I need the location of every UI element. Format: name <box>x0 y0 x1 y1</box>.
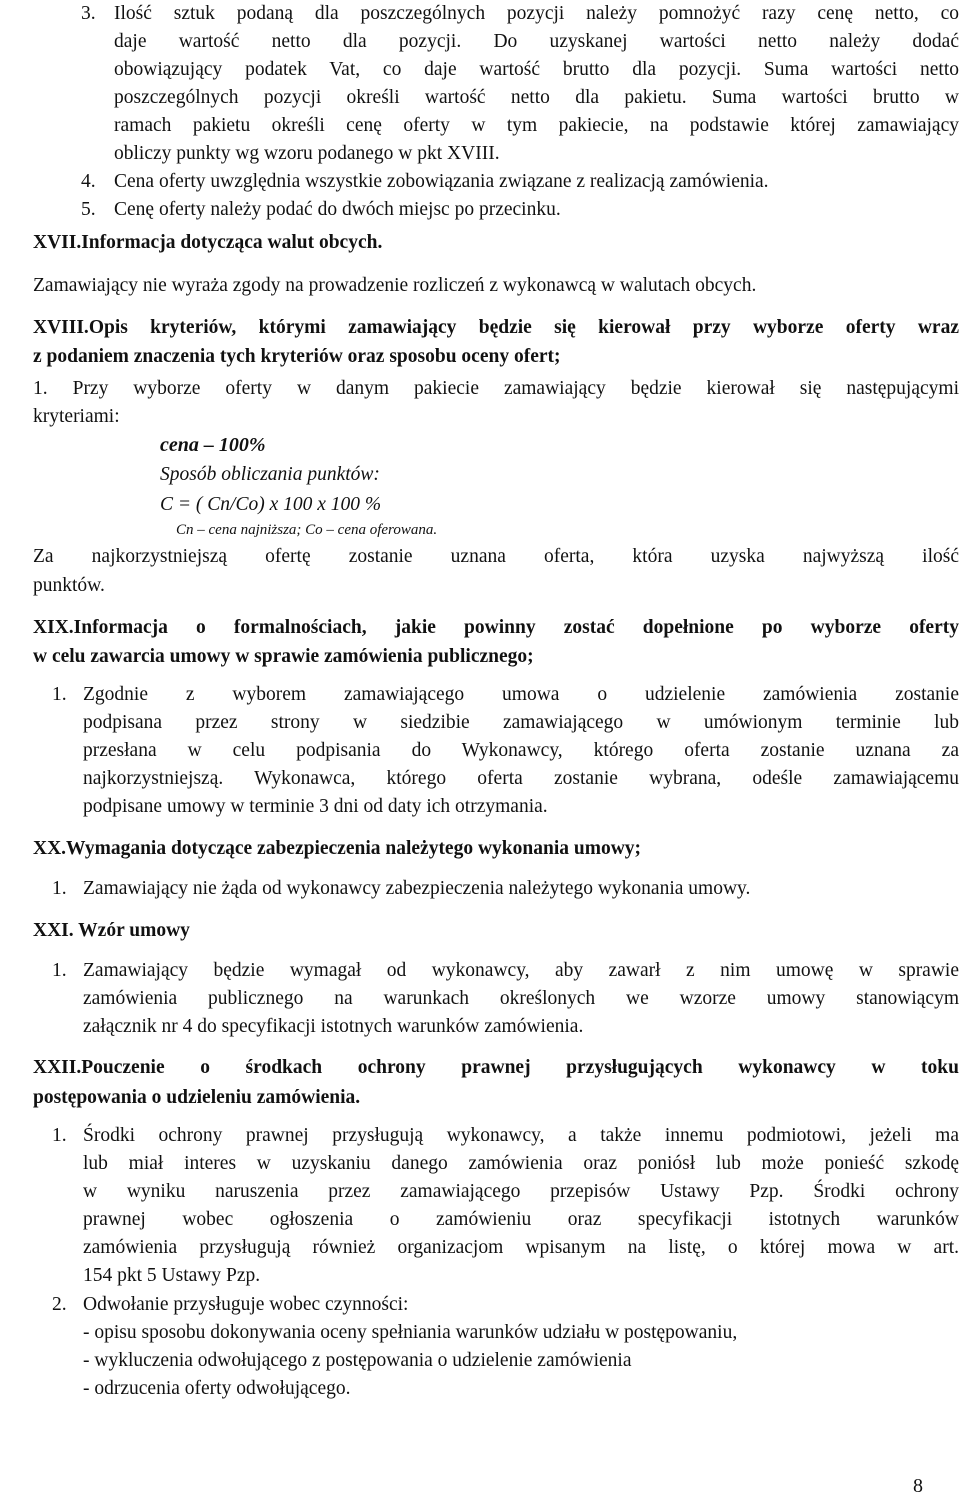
section-number: XXII. <box>33 1057 82 1078</box>
section-number: XXI. <box>33 920 74 941</box>
list-item <box>52 1291 959 1403</box>
paragraph-line: Ilość sztuk podaną dla poszczególnych pozycji należy pomnożyć razy cenę netto, co <box>114 3 959 24</box>
formula: C = ( Cn/Co) x 100 x 100 % <box>160 494 382 515</box>
list-item: 1. Zgodnie z wyborem zamawiającego umowa o udzielenie zamówienia zostanie podpisana przez strony w siedzibie zamawiającego w umówionym terminie lub przesłana w celu podpisania do Wykonawcy, którego oferta zostanie uznana za najkorzystniejszą. Wykonawca, którego oferta zostanie wybrana, odeśle zamawiającemu podpisane umowy w terminie 3 dni od daty ich otrzymania. <box>52 681 959 821</box>
section-heading-xxi <box>33 917 190 945</box>
section-title: Informacja dotycząca walut obcych. <box>81 232 383 253</box>
list-text: Zamawiający nie żąda od wykonawcy zabezpieczenia należytego wykonania umowy. <box>83 878 751 899</box>
section-heading-xviii <box>33 314 959 371</box>
formula-legend: Cn – cena najniższa; Co – cena oferowana. <box>176 522 438 538</box>
section-title: Pouczenie o środkach ochrony prawnej przysługujących wykonawcy w toku <box>81 1057 959 1078</box>
list-text: Przy wyborze oferty w danym pakiecie zamawiający będzie kierował się następującymi <box>72 378 959 399</box>
paragraph-line: ramach pakietu określi cenę oferty w tym pakiecie, na podstawie której zamawiający <box>114 115 959 136</box>
list-item <box>33 375 959 431</box>
criterion-price: cena – 100% <box>160 434 266 456</box>
list-item <box>52 875 959 903</box>
dash-item: - odrzucenia oferty odwołującego. <box>83 1378 351 1399</box>
section-number: XIX. <box>33 617 74 638</box>
dash-item: - opisu sposobu dokonywania oceny spełniania warunków udziału w postępowaniu, <box>83 1322 738 1343</box>
section-title: Informacja o formalnościach, jakie powinny zostać dopełnione po wyborze oferty <box>73 617 959 638</box>
page-number: 8 <box>913 1475 923 1497</box>
list-number: 1. <box>52 878 67 899</box>
list-number: 1. <box>52 1125 67 1146</box>
section-title: w celu zawarcia umowy w sprawie zamówienia publicznego; <box>33 646 534 667</box>
section-number: XX. <box>33 838 67 859</box>
list-number: 4. <box>81 171 96 192</box>
section-title: postępowania o udzieleniu zamówienia. <box>33 1087 361 1108</box>
section-number: XVII. <box>33 232 82 253</box>
list-text: Odwołanie przysługuje wobec czynności: <box>83 1294 409 1315</box>
section-heading-xvii <box>33 229 382 257</box>
formula-block <box>160 431 437 541</box>
section-heading-xxii <box>33 1054 959 1112</box>
section-heading-xx <box>33 835 641 863</box>
paragraph-line: daje wartość netto dla pozycji. Do uzyskanej wartości netto należy dodać <box>114 31 959 52</box>
list-text: Cena oferty uwzględnia wszystkie zobowiązania związane z realizacją zamówienia. <box>114 171 769 192</box>
formula-title: Sposób obliczania punktów: <box>160 464 380 485</box>
list-item: 1. Środki ochrony prawnej przysługują wykonawcy, a także innemu podmiotowi, jeżeli ma lub miał interes w uzyskaniu danego zamówienia oraz poniósł lub może ponieść szkodę w wyniku naruszenia przez zamawiającego przepisów Ustawy Pzp. Środki ochrony prawnej wobec ogłoszenia o zamówieniu oraz specyfikacji istotnych warunków zamówienia przysługują również organizacjom wpisanym na listę, o której mowa w art. 154 pkt 5 Ustawy Pzp. <box>52 1122 959 1290</box>
list-number: 2. <box>52 1294 67 1315</box>
list-number: 1. <box>33 378 48 399</box>
section-body: Zamawiający nie wyraża zgody na prowadzenie rozliczeń z wykonawcą w walutach obcych. <box>33 275 757 296</box>
section-title: Opis kryteriów, którymi zamawiający będzie się kierował przy wyborze oferty wraz <box>88 317 959 338</box>
section-number: XVIII. <box>33 317 89 338</box>
list-number: 1. <box>52 960 67 981</box>
section-title: Wzór umowy <box>78 920 190 941</box>
list-item-3 <box>81 0 959 168</box>
section-title: z podaniem znaczenia tych kryteriów oraz sposobu oceny ofert; <box>33 346 561 367</box>
paragraph-line: obliczy punkty wg wzoru podanego w pkt XVIII. <box>114 143 500 164</box>
list-item: 1. Zamawiający będzie wymagał od wykonawcy, aby zawarł z nim umowę w sprawie zamówienia publicznego na warunkach określonych we wzorze umowy stanowiącym załącznik nr 4 do specyfikacji istotnych warunków zamówienia. <box>52 957 959 1041</box>
list-text: Cenę oferty należy podać do dwóch miejsc po przecinku. <box>114 199 561 220</box>
list-number: 3. <box>81 3 96 24</box>
list-number: 5. <box>81 199 96 220</box>
list-item-4 <box>81 168 959 196</box>
conclusion: Za najkorzystniejszą ofertę zostanie uznana oferta, która uzyska najwyższą ilość punktów. <box>33 546 959 596</box>
list-item-5 <box>81 196 959 224</box>
section-heading-xix <box>33 614 959 671</box>
list-number: 1. <box>52 684 67 705</box>
paragraph-line: obowiązujący podatek Vat, co daje wartość brutto dla pozycji. Suma wartości netto <box>114 59 959 80</box>
paragraph-line: poszczególnych pozycji określi wartość netto dla pakietu. Suma wartości brutto w <box>114 87 959 108</box>
section-title: Wymagania dotyczące zabezpieczenia należytego wykonania umowy; <box>66 838 642 859</box>
dash-item: - wykluczenia odwołującego z postępowania o udzielenie zamówienia <box>83 1350 632 1371</box>
list-text: kryteriami: <box>33 406 120 427</box>
